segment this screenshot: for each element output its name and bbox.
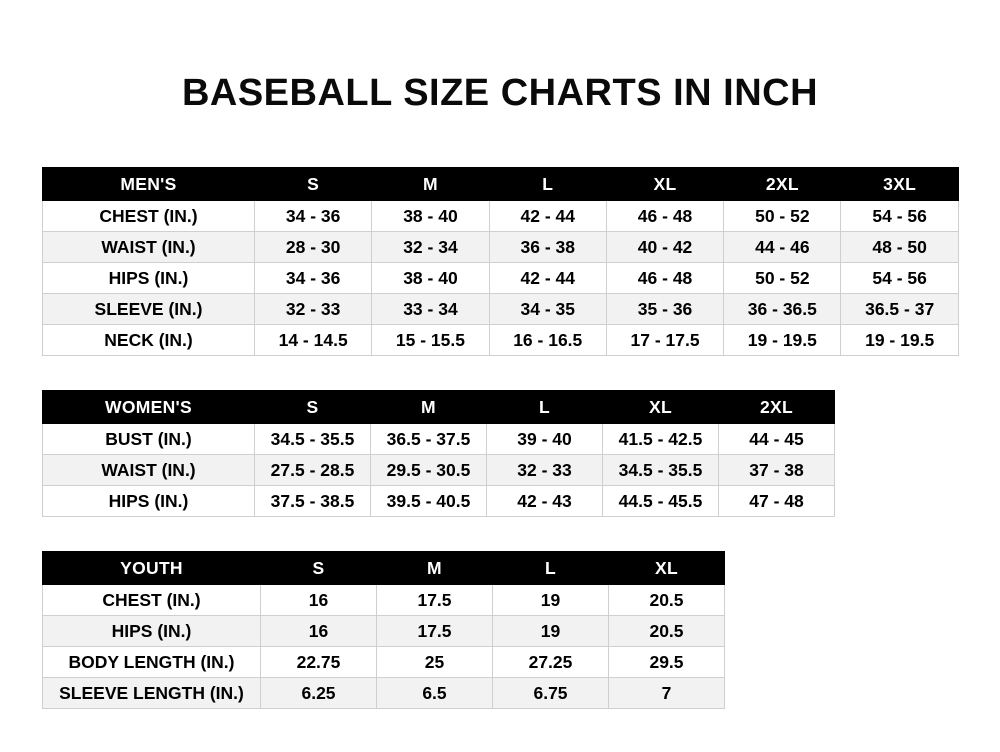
cell: 44.5 - 45.5 (603, 486, 719, 517)
cell: 36 - 38 (489, 232, 606, 263)
cell: 28 - 30 (255, 232, 372, 263)
youth-header-category: YOUTH (43, 552, 261, 585)
cell: 19 - 19.5 (841, 325, 958, 356)
womens-header-2xl: 2XL (719, 391, 835, 424)
womens-table-header (43, 391, 835, 424)
cell: 17.5 (377, 585, 493, 616)
row-label: CHEST (IN.) (43, 201, 255, 232)
table-row (43, 585, 725, 616)
cell: 42 - 44 (489, 201, 606, 232)
page-title: BASEBALL SIZE CHARTS IN INCH (181, 72, 819, 114)
cell: 41.5 - 42.5 (603, 424, 719, 455)
cell: 27.25 (493, 647, 609, 678)
cell: 20.5 (609, 585, 725, 616)
cell: 40 - 42 (606, 232, 723, 263)
cell: 35 - 36 (606, 294, 723, 325)
cell: 36.5 - 37 (841, 294, 958, 325)
table-header-row (43, 391, 835, 424)
cell: 32 - 33 (487, 455, 603, 486)
cell: 44 - 46 (724, 232, 841, 263)
row-label: CHEST (IN.) (43, 585, 261, 616)
cell: 46 - 48 (606, 263, 723, 294)
cell: 34 - 36 (255, 263, 372, 294)
cell: 22.75 (261, 647, 377, 678)
cell: 37 - 38 (719, 455, 835, 486)
mens-header-m: M (372, 168, 489, 201)
youth-table-body (43, 585, 725, 709)
mens-header-s: S (255, 168, 372, 201)
cell: 27.5 - 28.5 (255, 455, 371, 486)
mens-header-category: MEN'S (43, 168, 255, 201)
cell: 50 - 52 (724, 201, 841, 232)
cell: 47 - 48 (719, 486, 835, 517)
table-header-row (43, 168, 959, 201)
table-header-row (43, 552, 725, 585)
mens-size-table (42, 167, 959, 356)
row-label: WAIST (IN.) (43, 232, 255, 263)
cell: 38 - 40 (372, 263, 489, 294)
cell: 16 (261, 585, 377, 616)
cell: 16 - 16.5 (489, 325, 606, 356)
cell: 25 (377, 647, 493, 678)
cell: 19 (493, 585, 609, 616)
table-row (43, 232, 959, 263)
row-label: HIPS (IN.) (43, 616, 261, 647)
table-row (43, 294, 959, 325)
cell: 15 - 15.5 (372, 325, 489, 356)
table-row (43, 263, 959, 294)
cell: 6.25 (261, 678, 377, 709)
cell: 34 - 36 (255, 201, 372, 232)
mens-table-body (43, 201, 959, 356)
cell: 34.5 - 35.5 (255, 424, 371, 455)
youth-header-s: S (261, 552, 377, 585)
cell: 44 - 45 (719, 424, 835, 455)
womens-header-s: S (255, 391, 371, 424)
row-label: NECK (IN.) (43, 325, 255, 356)
cell: 16 (261, 616, 377, 647)
youth-header-l: L (493, 552, 609, 585)
cell: 32 - 34 (372, 232, 489, 263)
youth-table-header (43, 552, 725, 585)
cell: 20.5 (609, 616, 725, 647)
womens-header-m: M (371, 391, 487, 424)
cell: 19 - 19.5 (724, 325, 841, 356)
mens-header-l: L (489, 168, 606, 201)
youth-size-table (42, 551, 725, 709)
cell: 17.5 (377, 616, 493, 647)
table-row (43, 616, 725, 647)
mens-header-2xl: 2XL (724, 168, 841, 201)
womens-table-body (43, 424, 835, 517)
cell: 14 - 14.5 (255, 325, 372, 356)
row-label: BODY LENGTH (IN.) (43, 647, 261, 678)
table-row (43, 678, 725, 709)
cell: 29.5 (609, 647, 725, 678)
tables-container (0, 167, 1000, 709)
table-row (43, 424, 835, 455)
cell: 37.5 - 38.5 (255, 486, 371, 517)
cell: 34.5 - 35.5 (603, 455, 719, 486)
mens-table-header (43, 168, 959, 201)
cell: 42 - 43 (487, 486, 603, 517)
row-label: BUST (IN.) (43, 424, 255, 455)
row-label: HIPS (IN.) (43, 486, 255, 517)
cell: 39 - 40 (487, 424, 603, 455)
table-row (43, 486, 835, 517)
mens-header-3xl: 3XL (841, 168, 958, 201)
cell: 6.5 (377, 678, 493, 709)
table-row (43, 647, 725, 678)
womens-header-xl: XL (603, 391, 719, 424)
cell: 7 (609, 678, 725, 709)
cell: 6.75 (493, 678, 609, 709)
cell: 32 - 33 (255, 294, 372, 325)
cell: 17 - 17.5 (606, 325, 723, 356)
cell: 33 - 34 (372, 294, 489, 325)
row-label: WAIST (IN.) (43, 455, 255, 486)
youth-header-m: M (377, 552, 493, 585)
womens-header-l: L (487, 391, 603, 424)
cell: 46 - 48 (606, 201, 723, 232)
cell: 50 - 52 (724, 263, 841, 294)
cell: 39.5 - 40.5 (371, 486, 487, 517)
womens-header-category: WOMEN'S (43, 391, 255, 424)
cell: 38 - 40 (372, 201, 489, 232)
womens-size-table (42, 390, 835, 517)
cell: 42 - 44 (489, 263, 606, 294)
row-label: SLEEVE LENGTH (IN.) (43, 678, 261, 709)
cell: 54 - 56 (841, 263, 958, 294)
mens-header-xl: XL (606, 168, 723, 201)
cell: 48 - 50 (841, 232, 958, 263)
cell: 36 - 36.5 (724, 294, 841, 325)
row-label: HIPS (IN.) (43, 263, 255, 294)
table-row (43, 201, 959, 232)
cell: 54 - 56 (841, 201, 958, 232)
cell: 34 - 35 (489, 294, 606, 325)
cell: 29.5 - 30.5 (371, 455, 487, 486)
row-label: SLEEVE (IN.) (43, 294, 255, 325)
youth-header-xl: XL (609, 552, 725, 585)
cell: 19 (493, 616, 609, 647)
cell: 36.5 - 37.5 (371, 424, 487, 455)
table-row (43, 325, 959, 356)
table-row (43, 455, 835, 486)
